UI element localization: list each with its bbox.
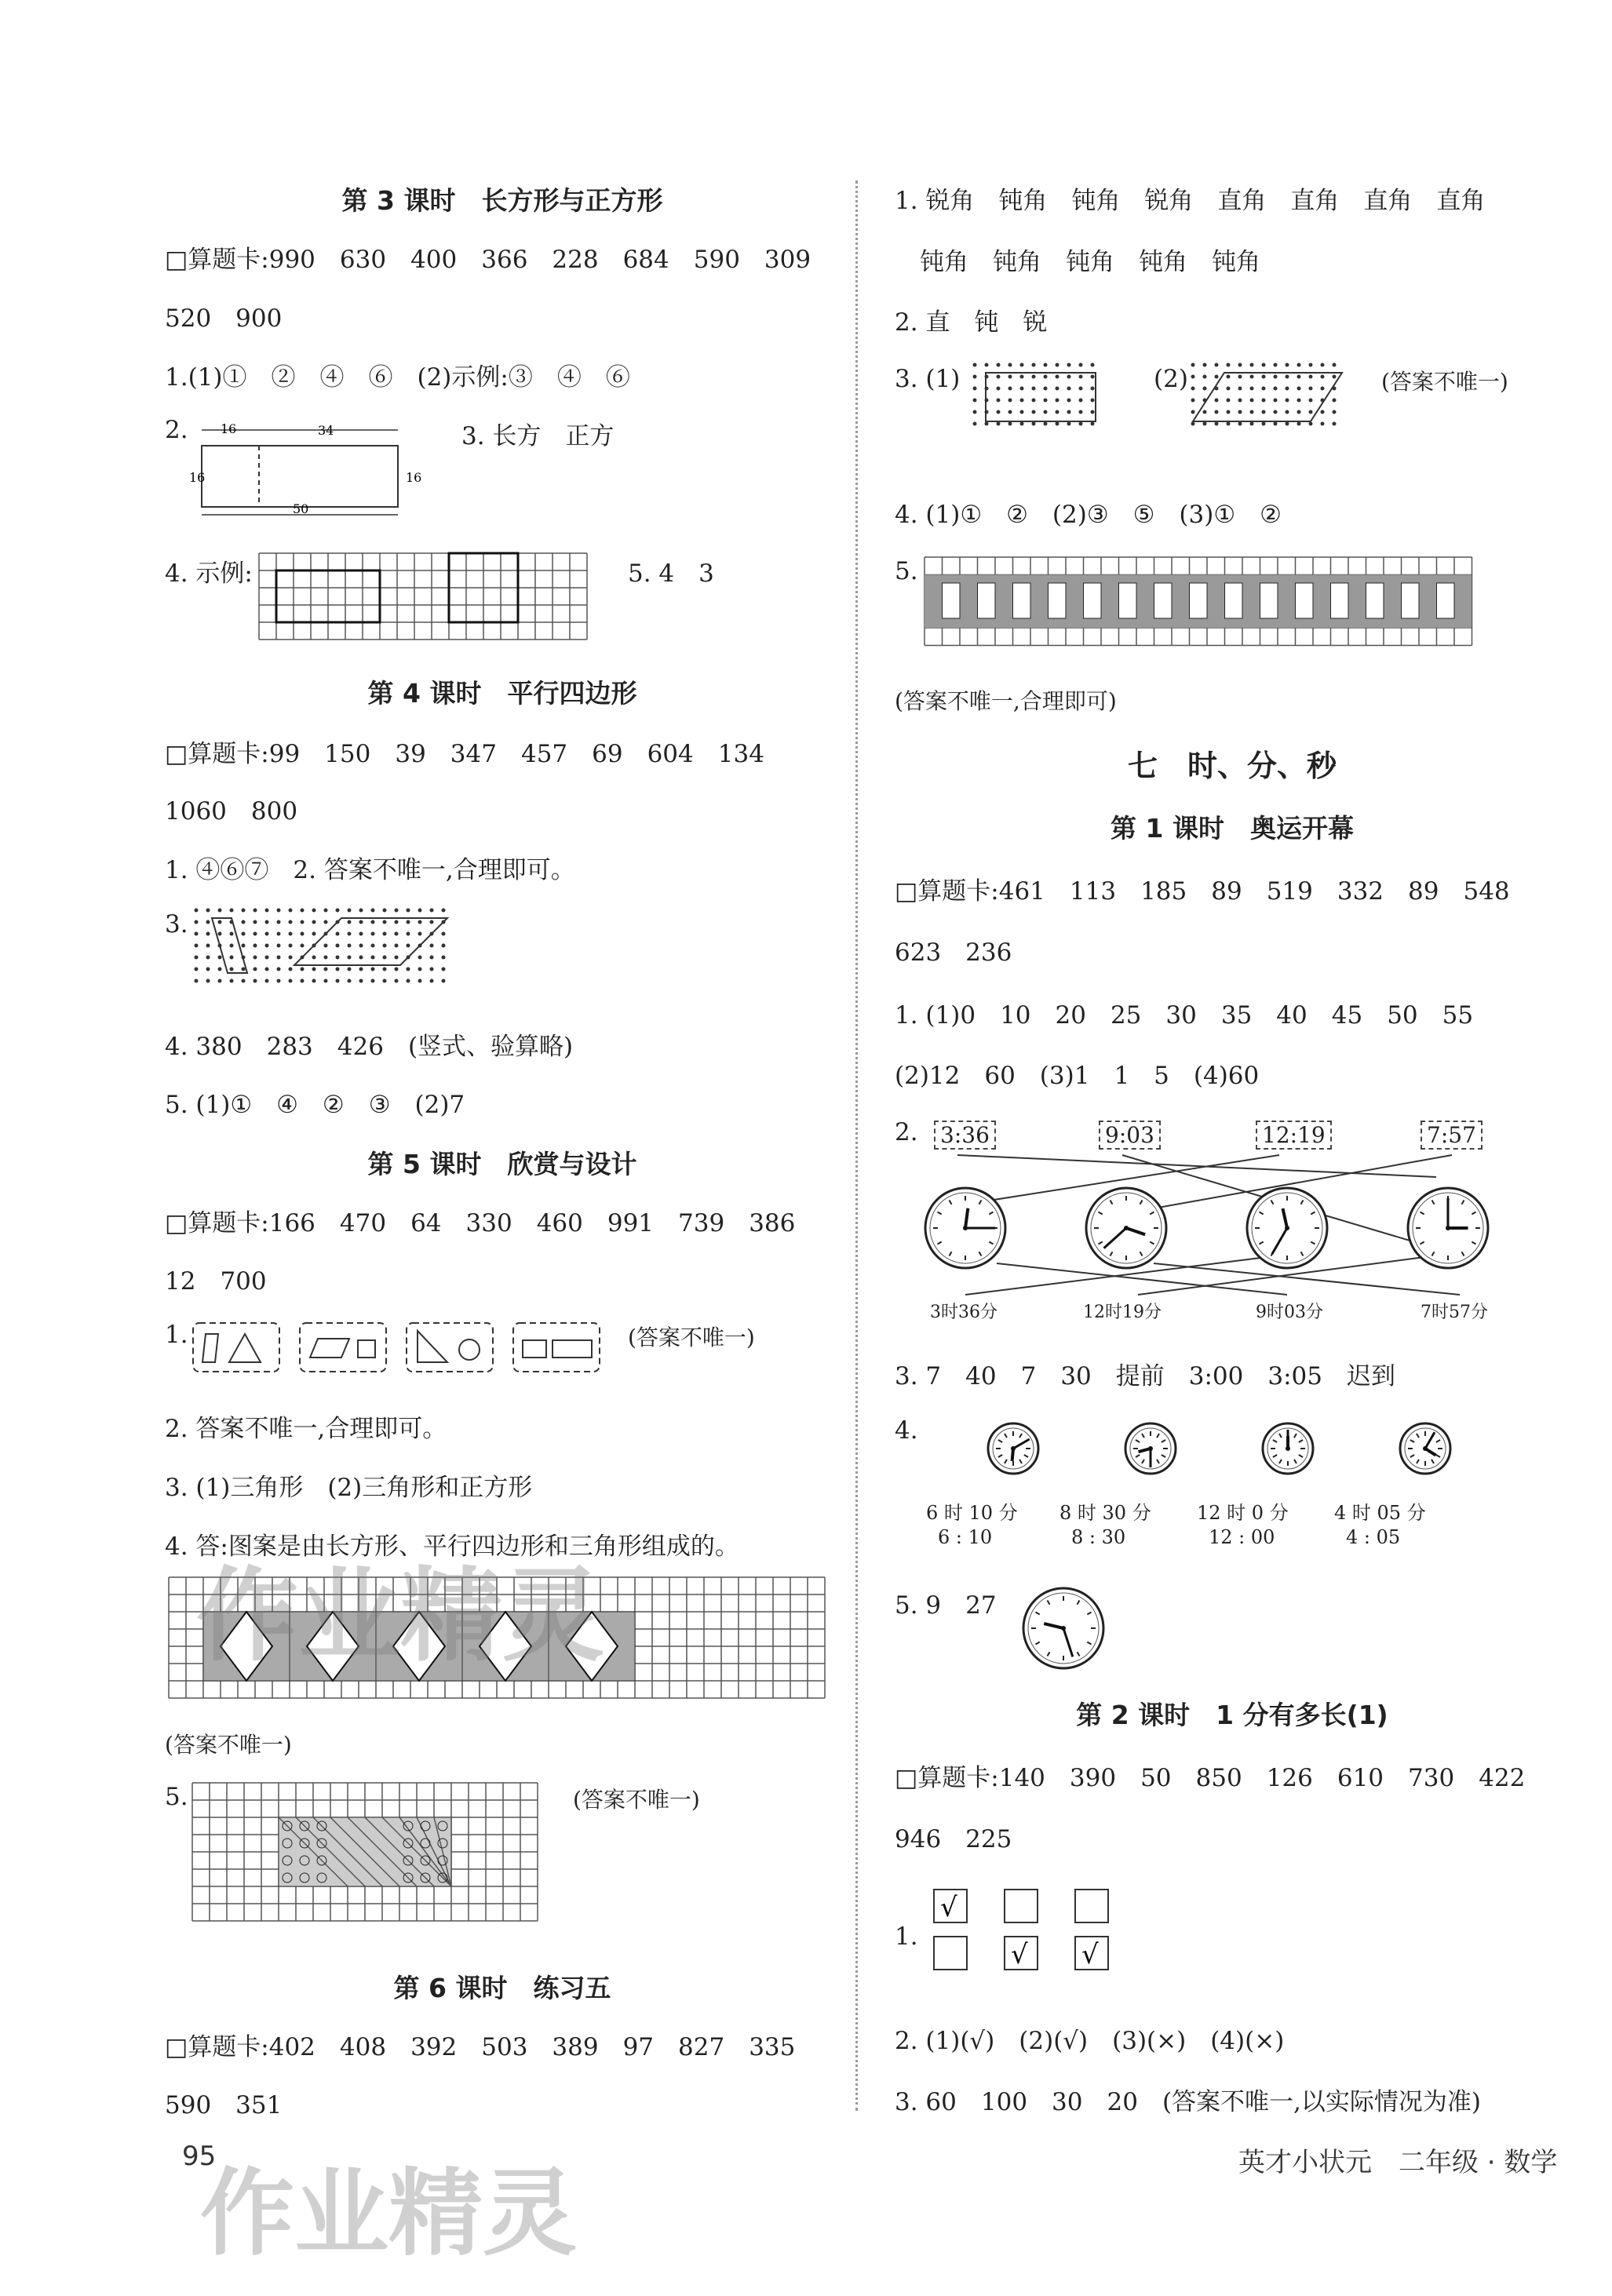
r-lesson1-title: 第 1 课时 奥运开幕 <box>1111 813 1354 844</box>
angles-q5-pattern <box>925 557 1474 651</box>
r-lesson2-calc-card-2: 946 225 <box>895 1825 1012 1853</box>
column-divider <box>855 180 858 2111</box>
lesson5-q3: 3. (1)三角形 (2)三角形和正方形 <box>165 1474 533 1502</box>
q4-time-b-3: 12 : 00 <box>1209 1526 1275 1548</box>
clock-4 <box>1405 1185 1491 1271</box>
r-lesson2-q2: 2. (1)(√) (2)(√) (3)(×) (4)(×) <box>895 2027 1285 2055</box>
angles-q3-note: (答案不唯一) <box>1381 369 1508 395</box>
lesson5-q1: 1. <box>165 1321 188 1349</box>
svg-text:50: 50 <box>293 501 309 516</box>
angles-q5: 5. <box>895 557 918 585</box>
lesson4-q3: 3. <box>165 910 188 938</box>
svg-text:√: √ <box>940 1892 957 1923</box>
q4-time-a-1: 6 时 10 分 <box>926 1502 1018 1524</box>
lesson5-q4-note: (答案不唯一) <box>165 1732 292 1758</box>
angles-q4: 4. (1)① ② (2)③ ⑤ (3)① ② <box>895 501 1282 529</box>
clock-label-2: 12时19分 <box>1083 1303 1162 1322</box>
clock-1 <box>922 1185 1008 1271</box>
unit7-title: 七 时、分、秒 <box>1127 749 1337 783</box>
q4-time-b-2: 8 : 30 <box>1071 1526 1126 1548</box>
lesson3-q3: 3. 长方 正方 <box>461 422 615 450</box>
lesson3-q1: 1.(1)① ② ④ ⑥ (2)示例:③ ④ ⑥ <box>165 363 630 392</box>
angles-q3b: (2) <box>1154 365 1188 393</box>
watermark-1: 作业精灵 <box>196 1556 605 1675</box>
lesson5-calc-card-2: 12 700 <box>165 1267 267 1296</box>
clock-label-1: 3时36分 <box>930 1303 997 1322</box>
clock-label-3: 9时03分 <box>1256 1303 1323 1322</box>
r-lesson2-title: 第 2 课时 1 分有多长(1) <box>1076 1700 1388 1730</box>
clock-3 <box>1244 1185 1330 1271</box>
digital-time-4: 7:57 <box>1421 1121 1483 1150</box>
r-lesson1-q4: 4. <box>895 1416 918 1445</box>
lesson5-q5-grid <box>192 1783 538 1924</box>
r-lesson2-q3: 3. 60 100 30 20 (答案不唯一,以实际情况为准) <box>895 2088 1481 2116</box>
q4-small-clock-3 <box>1260 1420 1316 1477</box>
svg-text:√: √ <box>1011 1939 1028 1970</box>
lesson5-q5: 5. <box>165 1783 188 1811</box>
lesson3-rect-figure <box>189 416 443 518</box>
clock-label-4: 7时57分 <box>1421 1303 1488 1322</box>
lesson3-q4: 4. 示例: <box>165 559 253 588</box>
r-lesson1-q2: 2. <box>895 1118 918 1146</box>
lesson5-q4: 4. 答:图案是由长方形、平行四边形和三角形组成的。 <box>165 1532 739 1561</box>
angles-q2: 2. 直 钝 锐 <box>895 308 1048 337</box>
svg-text:16: 16 <box>406 470 422 485</box>
svg-text:16: 16 <box>189 470 206 485</box>
digital-time-3: 12:19 <box>1256 1121 1332 1150</box>
r-lesson1-calc-card: □算题卡:461 113 185 89 519 332 89 548 <box>895 877 1510 906</box>
lesson6-calc-card-2: 590 351 <box>165 2091 283 2119</box>
lesson6-title: 第 6 课时 练习五 <box>393 1973 611 2003</box>
angles-q1a: 1. 锐角 钝角 钝角 锐角 直角 直角 直角 直角 <box>895 187 1486 215</box>
r-lesson2-q1: 1. <box>895 1922 918 1951</box>
lesson4-q4: 4. 380 283 426 (竖式、验算略) <box>165 1033 574 1061</box>
lesson4-q1: 1. ④⑥⑦ 2. 答案不唯一,合理即可。 <box>165 856 575 884</box>
lesson3-q5: 5. 4 3 <box>628 559 714 588</box>
q4-time-b-4: 4 : 05 <box>1346 1526 1401 1548</box>
q5-clock <box>1020 1585 1107 1671</box>
lesson6-calc-card: □算题卡:402 408 392 503 389 97 827 335 <box>165 2033 796 2061</box>
lesson3-calc-card: □算题卡:990 630 400 366 228 684 590 309 <box>165 246 811 274</box>
q4-time-b-1: 6 : 10 <box>938 1526 993 1548</box>
lesson5-title: 第 5 课时 欣赏与设计 <box>367 1149 637 1179</box>
lesson5-shape-groups <box>188 1318 612 1381</box>
svg-text:√: √ <box>1081 1939 1099 1970</box>
q4-time-a-4: 4 时 05 分 <box>1334 1502 1426 1524</box>
q4-time-a-3: 12 时 0 分 <box>1197 1502 1289 1524</box>
angles-q1b: 钝角 钝角 钝角 钝角 钝角 <box>920 248 1260 276</box>
angles-q5-note: (答案不唯一,合理即可) <box>895 688 1117 714</box>
svg-text:16: 16 <box>221 421 237 436</box>
lesson4-q5: 5. (1)① ④ ② ③ (2)7 <box>165 1091 465 1119</box>
lesson4-calc-card: □算题卡:99 150 39 347 457 69 604 134 <box>165 740 764 768</box>
book-title: 英才小状元 二年级 · 数学 <box>1238 2147 1558 2178</box>
page-number: 95 <box>182 2141 217 2172</box>
lesson4-dot-grid <box>188 902 455 997</box>
digital-time-2: 9:03 <box>1099 1121 1161 1150</box>
r-lesson1-q5: 5. 9 27 <box>895 1591 997 1620</box>
q4-small-clock-2 <box>1122 1420 1179 1477</box>
angles-q3-rect <box>965 357 1122 443</box>
q4-small-clock-1 <box>985 1420 1041 1477</box>
r-lesson1-calc-card-2: 623 236 <box>895 938 1012 967</box>
q4-time-a-2: 8 时 30 分 <box>1059 1502 1151 1524</box>
r-lesson1-q3: 3. 7 40 7 30 提前 3:00 3:05 迟到 <box>895 1362 1395 1390</box>
lesson5-calc-card: □算题卡:166 470 64 330 460 991 739 386 <box>165 1209 796 1237</box>
r-lesson1-q1b: (2)12 60 (3)1 1 5 (4)60 <box>895 1062 1260 1090</box>
angles-q3: 3. (1) <box>895 365 961 393</box>
lesson3-calc-card-2: 520 900 <box>165 304 283 333</box>
lesson3-grid <box>259 553 604 643</box>
lesson4-calc-card-2: 1060 800 <box>165 797 298 825</box>
q4-small-clock-4 <box>1397 1420 1453 1477</box>
lesson4-title: 第 4 课时 平行四边形 <box>367 678 637 709</box>
lesson3-q2: 2. <box>165 416 188 444</box>
r-lesson2-calc-card: □算题卡:140 390 50 850 126 610 730 422 <box>895 1764 1526 1792</box>
clock-2 <box>1083 1185 1169 1271</box>
lesson3-title: 第 3 课时 长方形与正方形 <box>341 185 663 216</box>
r-lesson1-q1a: 1. (1)0 10 20 25 30 35 40 45 50 55 <box>895 1001 1474 1030</box>
lesson5-q1-note: (答案不唯一) <box>628 1325 755 1350</box>
checkbox-grid <box>926 1883 1130 1977</box>
watermark-2: 作业精灵 <box>200 2159 577 2269</box>
svg-text:34: 34 <box>318 423 334 438</box>
lesson5-q2: 2. 答案不唯一,合理即可。 <box>165 1415 447 1443</box>
digital-time-1: 3:36 <box>934 1121 996 1150</box>
angles-q3-parallelogram <box>1185 357 1358 443</box>
lesson5-q5-note: (答案不唯一) <box>573 1787 700 1813</box>
